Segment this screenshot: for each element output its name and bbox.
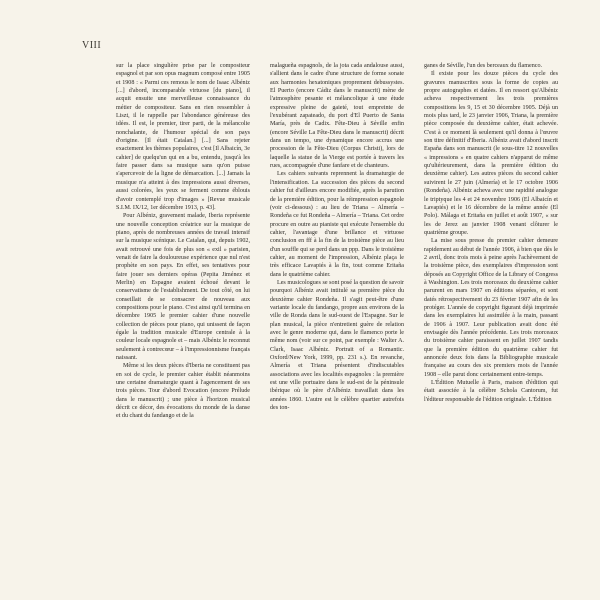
text-column-2 [270, 62, 404, 582]
text-column-1 [116, 62, 250, 582]
page-number: VIII [82, 40, 102, 51]
paragraph: Même si les deux pièces d'Iberia ne constituent pas en soi de cycle, le premier cahier établit néanmoins une certaine dramaturgie quant à l'agencement de ses trois pièces. Tour d'abord Evocation (encore Prélude dans le manuscrit) ; une pièce à l'horizon musical décrit ce décor, des évocations du monde de la danse et du chant du fandango et de la [116, 363, 250, 420]
paragraph: sur la place singulière prise par le compositeur espagnol et par son opus magnum composé entre 1905 et 1908 : « Parmi ces remous le nom de Isaac Albéniz [...] d'abord, incomparable virtuose [du piano], il acquit ensuite une merveilleuse connaissance du métier de compositeur. Sans en rien ressembler à Liszt, il le rappelle par l'abondance généreuse des idées. Il est, le premier, tirer parti, de la mélancolie nonchalante, de l'humour spécial de son pays d'origine. [Il était Catalan.] [...] Sans rejeter exactement les thèmes populaires, c'est [Il Albaicín, 3e cahier] de quelqu'un qui en a bu, entendu, jusqu'à les faire passer dans sa musique sans qu'on puisse s'apercevoir de la ligne de démarcation. [...] Jamais la musique n'a atteint à des impressions aussi diverses, aussi colorées, les yeux se ferment comme éblouis d'avoir contemplé trop d'images » [Revue musicale S.I.M. IX/12, 1er décembre 1913, p. 43]. [116, 63, 250, 211]
paragraph: Les musicologues se sont posé la question de savoir pourquoi Albéniz avait intitulé sa première pièce du deuxième cahier Rondeña. Il s'agit peut-être d'une variante locale du fandango, propre aux environs de la ville de Ronda dans le sud-ouest de l'Espagne. Sur le plan musical, la pièce n'entretient guère de relation avec le genre moderne qui, dans le flamenco porte le même nom (voir sur ce point, par exemple : Walter A. Clark, Isaac Albéniz. Portrait of a Romantic. Oxford/New York, 1999, pp. 231 s.). En revanche, Almería et Triana présentent d'indiscutables associations avec les localités espagnoles : la première est une ville portuaire dans le sud-est de la péninsule ibérique où le père d'Albéniz travaillait dans les années 1860. L'autre est le célèbre quartier autrefois des ton- [270, 279, 404, 412]
text-column-3 [424, 62, 558, 582]
paragraph: Les cahiers suivants reprennent la dramaturgie de l'intensification. La succession des pièces du second cahier fut d'ailleurs encore modifiée, après la parution de la première édition, pour la réimpression espagnole (voir ci-dessous) : au lieu de Triana – Almería – Rondeña ce fut Rondeña – Almería – Triana. Cet ordre procure en outre au pianiste qui exécute l'ensemble du cahier, l'avantage d'une brillance et virtuose conclusion en fff à la fin de la troisième pièce au lieu d'un souffle qui se perd dans un ppp. Dans le troisième cahier, au moment de l'impression, Albéniz plaça le très efficace Lavapiés à la fin, tout comme Eritaña dans le quatrième cahier. [270, 171, 404, 278]
paragraph: malagueña espagnols, de la jota cada andalouse aussi, s'allient dans le cadre d'une structure de forme sonate aux harmonies hexatoniques proprement debussystes. El Puerto (encore Cádiz dans le manuscrit) mène de l'atmosphère pesante et mélancolique à une étude expressive pleine de gaieté, tout empreinte de l'exubérant zapateado, du port d'El Puerto de Santa María, près de Cadix. Fête-Dieu à Séville enfin (encore Séville La Fête-Dieu dans le manuscrit) décrit dans un tempo, une dynamique encore accrus une procession de la Fête-Dieu (Corpus Christi), lors de laquelle la statue de la Vierge est portée à travers les rues, accompagnée d'une fanfare et de chanteurs. [270, 63, 404, 170]
paragraph: ganes de Séville, l'un des berceaux du flamenco. [424, 63, 543, 69]
paragraph: Il existe pour les douze pièces du cycle des gravures manuscrites sous la forme de copies au propre autographes et datées. Il en ressort qu'Albéniz acheva respectivement les trois premières compositions les 9, 15 et 30 décembre 1905. Déjà un mois plus tard, le 23 janvier 1906, Triana, la première pièce composée du deuxième cahier, était achevée. C'est à ce moment là seulement qu'il donna à l'œuvre son titre définitif d'Iberia. Albéniz avait d'abord inscrit España dans son manuscrit (le sous-titre 12 nouvelles « impressions » en quatre cahiers n'apparut de même qu'ultérieurement, dans la première édition du deuxième cahier). Les autres pièces du second cahier suivirent le 27 juin (Almería) et le 17 octobre 1906 (Rondeña). Albéniz acheva avec une rapidité analogue le triptyque les 4 et 24 novembre 1906 (El Albaicín et Lavapiés) et le 16 décembre de la même année (El Polo). Málaga et Eritaña en juillet et août 1907, « sur les de Jerez au janvier 1908 venant clôturer le quatrième groupe. [424, 71, 558, 236]
paragraph: La mise sous presse du premier cahier demeure rapidement au début de l'année 1906, à bien que dès le 2 avril, donc trois mois à peine après l'achèvement de la troisième pièce, des exemplaires d'impression sont déposés au Copyright Office de la Library of Congress à Washington. Les trois morceaux du deuxième cahier parurent en mars 1907 en éditions séparées, et sont datés rétrospectivement du 23 février 1907 afin de les protéger. L'année de copyright figurant déjà imprimée dans les exemplaires lui assimilée à la main, passant de 1906 à 1907. Leur publication avait donc été envisagée dès l'année précédente. Les trois morceaux du troisième cahier paraissent en juillet 1907 tandis que la première édition du quatrième cahier fut annoncée deux fois dans la Bibliographie musicale française au cours des six premiers mois de l'année 1908 – elle parut donc certainement entre-temps. [424, 238, 558, 378]
paragraph: L'Édition Mutuelle à Paris, maison d'édition qui était associée à la célèbre Schola Cantorum, fut l'éditeur responsable de l'édition originale. L'Édition [424, 380, 558, 403]
paragraph: Pour Albéniz, gravement malade, Iberia représente une nouvelle conception créatrice sur la musique de piano, après de nombreuses années de travail intensif sur la musique scénique. Le Catalan, qui, depuis 1902, avait retrouvé une fois de plus son « exil » parisien, venait de faire la douloureuse expérience que nul n'est prophète en son pays. En effet, ses tentatives pour faire jouer ses derniers opéras (Pepita Jiménez et Merlin) en Espagne avaient échoué devant le conservatisme de l'establishment. De tout côté, on lui conseillait de se consacrer de nouveau aux compositions pour le piano. C'est ainsi qu'il termina en décembre 1905 le premier cahier d'une nouvelle collection de pièces pour piano, qui unissent de façon égale la tradition musicale d'Europe centrale à la couleur locale espagnole et – mais Albéniz le reconnut seulement à contrecœur – à l'impressionnisme français naissant. [116, 213, 250, 362]
